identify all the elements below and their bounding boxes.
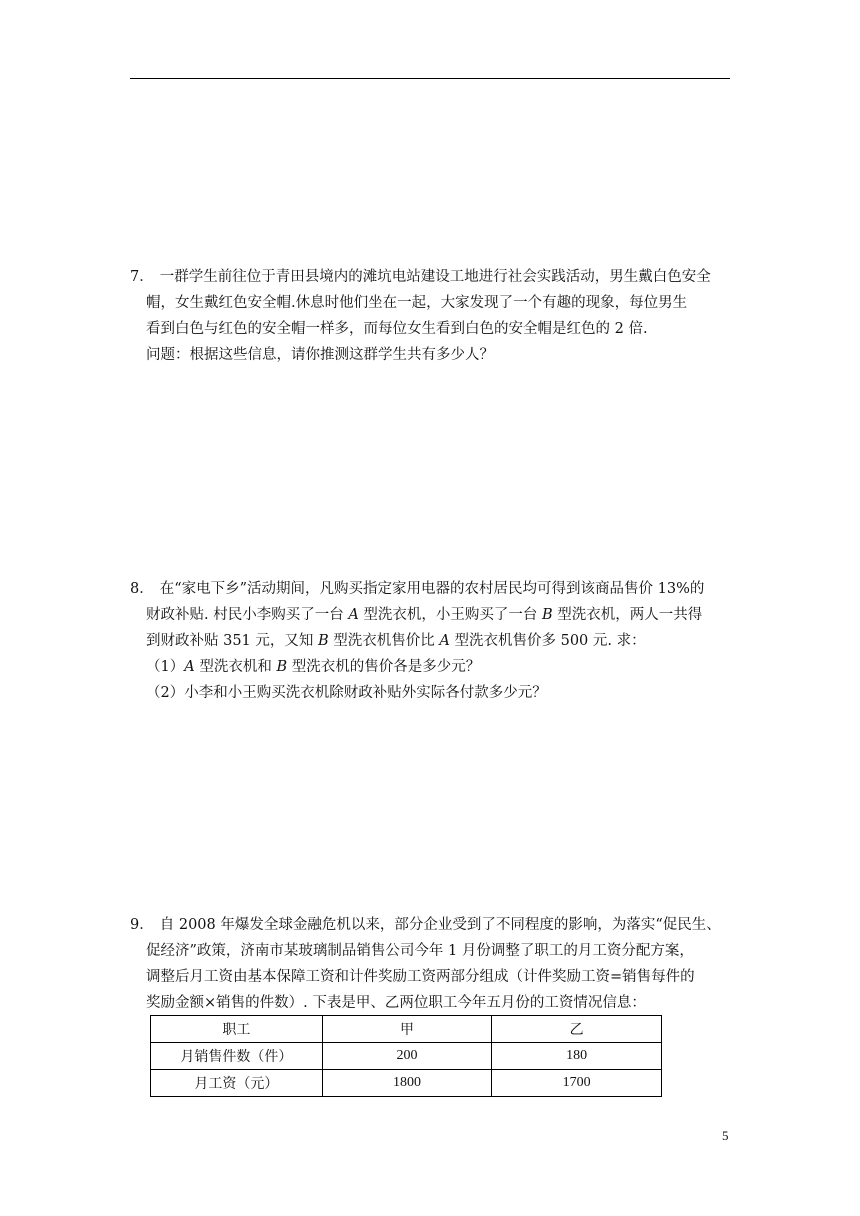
problem-8-subquestion-1: （1）A 型洗衣机和 B 型洗衣机的售价各是多少元？ <box>146 659 481 675</box>
header-rule <box>130 78 730 79</box>
page-number: 5 <box>722 1128 729 1143</box>
table-cell: 1800 <box>322 1070 492 1097</box>
table-header-cell: 乙 <box>492 1016 662 1043</box>
problem-9-line-4: 奖励金额×销售的件数）. 下表是甲、乙两位职工今年五月份的工资情况信息： <box>146 995 646 1011</box>
problem-9-line-1: 9． 自 2008 年爆发全球金融危机以来，部分企业受到了不同程度的影响，为落实“促民生、 <box>130 917 721 933</box>
table-cell: 180 <box>492 1043 662 1070</box>
problem-7-line-1: 7． 一群学生前往位于青田县境内的滩坑电站建设工地进行社会实践活动，男生戴白色安全 <box>130 269 711 285</box>
problem-8-line-3: 到财政补贴 351 元，又知 B 型洗衣机售价比 A 型洗衣机售价多 500 元. 求： <box>146 633 646 649</box>
problem-9-line-3: 调整后月工资由基本保障工资和计件奖励工资两部分组成（计件奖励工资=销售每件的 <box>146 969 695 985</box>
table-cell: 月销售件数（件） <box>151 1043 323 1070</box>
problem-7-line-3: 看到白色与红色的安全帽一样多，而每位女生看到白色的安全帽是红色的 2 倍. <box>146 321 648 337</box>
table-header-row <box>151 1016 662 1043</box>
table-header-cell: 甲 <box>322 1016 492 1043</box>
problem-7-question: 问题：根据这些信息，请你推测这群学生共有多少人？ <box>146 347 494 363</box>
table-header-cell: 职工 <box>151 1016 323 1043</box>
problem-8-line-1: 8． 在“家电下乡”活动期间，凡购买指定家用电器的农村居民均可得到该商品售价 13%的 <box>130 581 705 597</box>
table-row <box>151 1070 662 1097</box>
problem-8-line-2: 财政补贴. 村民小李购买了一台 A 型洗衣机，小王购买了一台 B 型洗衣机，两人一共得 <box>146 607 703 623</box>
problem-7-line-2: 帽，女生戴红色安全帽.休息时他们坐在一起，大家发现了一个有趣的现象，每位男生 <box>146 295 688 311</box>
table-cell: 200 <box>322 1043 492 1070</box>
problem-8-number: 8． <box>130 581 154 597</box>
table-cell: 1700 <box>492 1070 662 1097</box>
table-row <box>151 1043 662 1070</box>
problem-9-number: 9． <box>130 917 154 933</box>
problem-7-number: 7． <box>130 269 154 285</box>
table-cell: 月工资（元） <box>151 1070 323 1097</box>
problem-8-subquestion-2: （2）小李和小王购买洗衣机除财政补贴外实际各付款多少元？ <box>146 685 547 701</box>
wage-table <box>150 1015 662 1097</box>
problem-9-line-2: 促经济”政策，济南市某玻璃制品销售公司今年 1 月份调整了职工的月工资分配方案， <box>146 943 694 959</box>
